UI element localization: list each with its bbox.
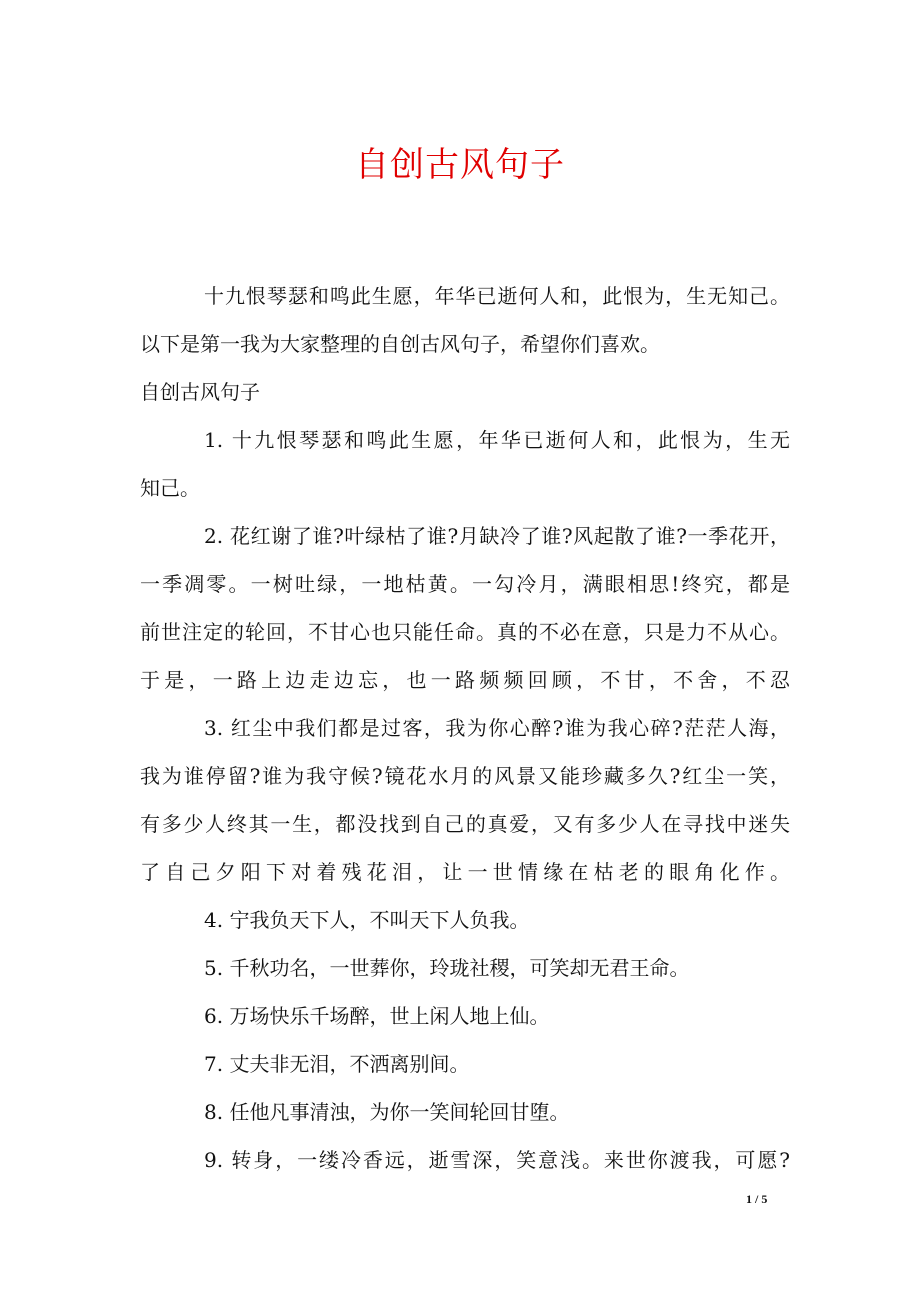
list-item-line: 有多少人终其一生，都没找到自己的真爱，又有多少人在寻找中迷失 (140, 812, 790, 836)
list-item-line: 4. 宁我负天下人，不叫天下人负我。 (204, 908, 530, 932)
list-item-line: 3. 红尘中我们都是过客，我为你心醉?谁为我心碎?茫茫人海， (204, 716, 790, 740)
list-item-line: 6. 万场快乐千场醉，世上闲人地上仙。 (204, 1004, 550, 1028)
list-item-line: 5. 千秋功名，一世葬你，玲珑社稷，可笑却无君王命。 (204, 956, 690, 980)
list-item-line: 于是，一路上边走边忘，也一路频频回顾，不甘，不舍，不忍 (140, 668, 790, 692)
list-item-line: 知己。 (140, 476, 200, 500)
list-item-line: 一季凋零。一树吐绿，一地枯黄。一勾冷月，满眼相思!终究，都是 (140, 572, 790, 596)
list-item-line: 9. 转身，一缕冷香远，逝雪深，笑意浅。来世你渡我，可愿? (204, 1148, 790, 1172)
list-item-line: 8. 任他凡事清浊，为你一笑间轮回甘堕。 (204, 1100, 570, 1124)
list-item-line: 1. 十九恨琴瑟和鸣此生愿，年华已逝何人和，此恨为，生无 (204, 428, 790, 452)
list-item-line: 我为谁停留?谁为我守候?镜花水月的风景又能珍藏多久?红尘一笑， (140, 764, 790, 788)
section-heading: 自创古风句子 (140, 380, 260, 404)
document-title: 自创古风句子 (355, 145, 565, 185)
intro-line: 十九恨琴瑟和鸣此生愿，年华已逝何人和，此恨为，生无知己。 (204, 284, 790, 308)
page-number: 1 / 5 (746, 1192, 768, 1206)
list-item-line: 7. 丈夫非无泪，不洒离别间。 (204, 1052, 470, 1076)
list-item-line: 了自己夕阳下对着残花泪，让一世情缘在枯老的眼角化作。 (140, 860, 790, 884)
list-item-line: 2. 花红谢了谁?叶绿枯了谁?月缺冷了谁?风起散了谁?一季花开， (204, 524, 790, 548)
list-item-line: 前世注定的轮回，不甘心也只能任命。真的不必在意，只是力不从心。 (140, 620, 790, 644)
intro-line: 以下是第一我为大家整理的自创古风句子，希望你们喜欢。 (140, 332, 660, 356)
